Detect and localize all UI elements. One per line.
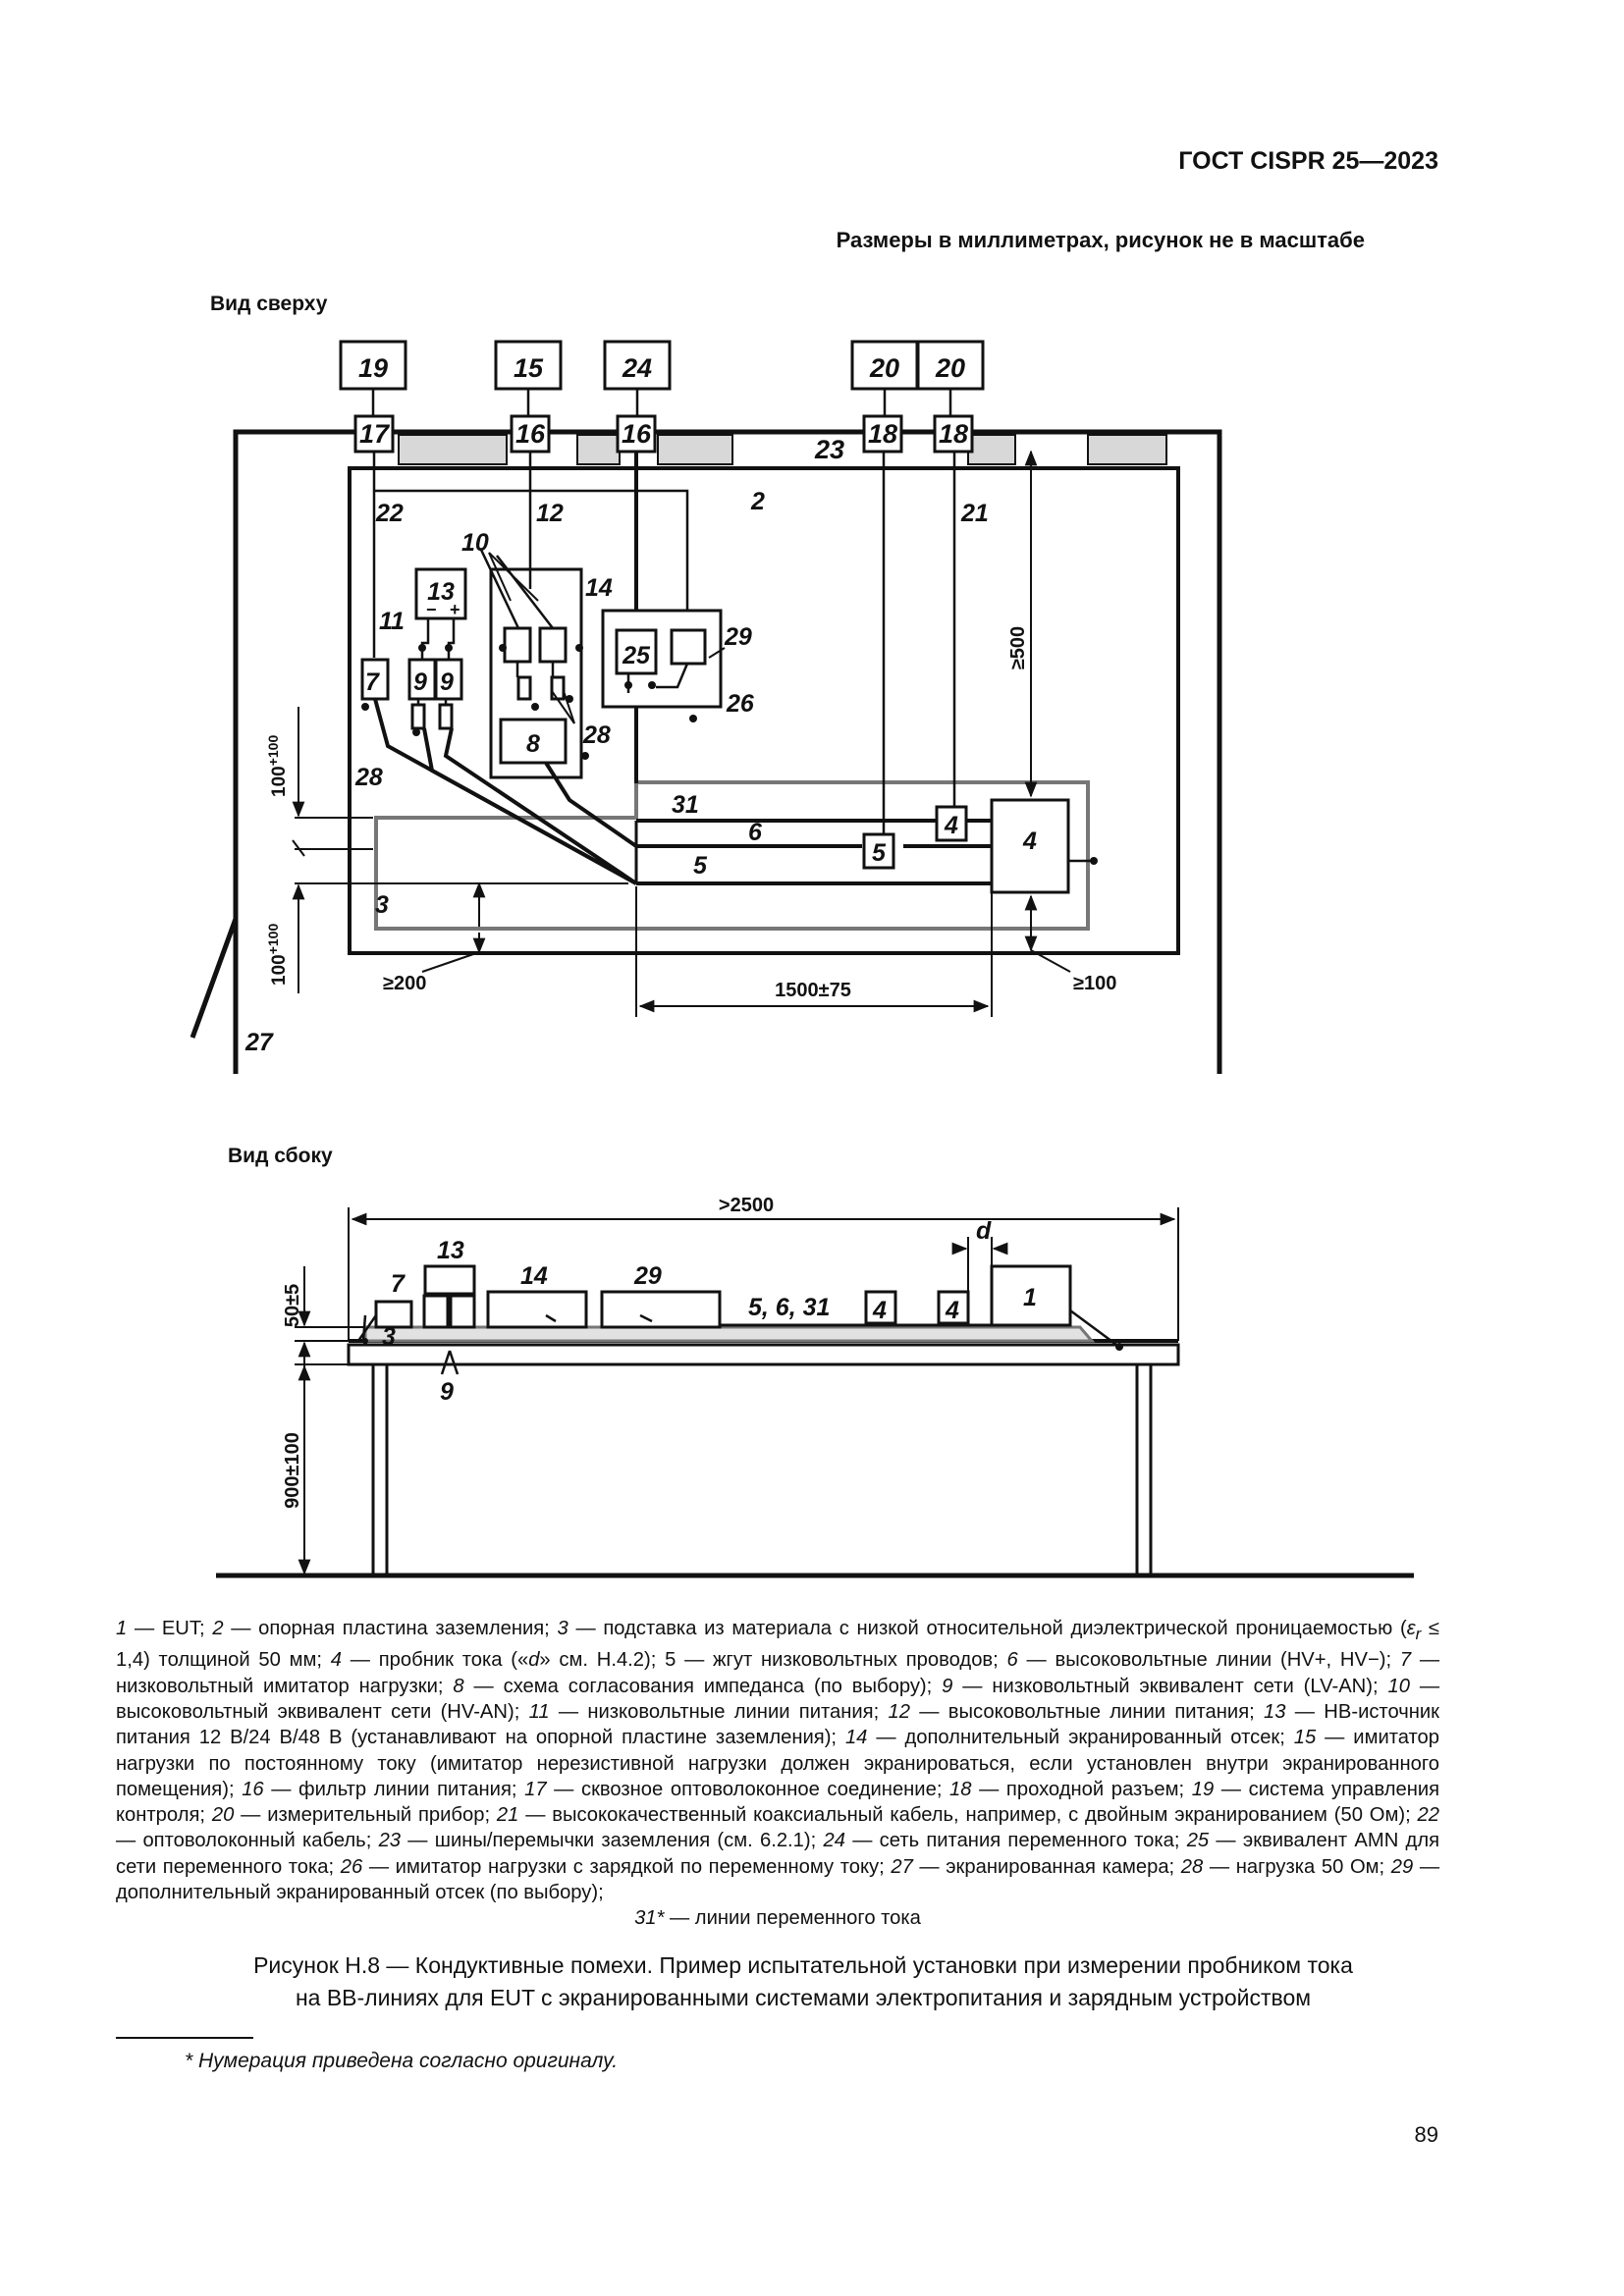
dim-100-bottom-base: 100 [269,954,290,986]
box-label-20b: 20 [935,353,966,383]
label-9a: 9 [413,668,427,696]
label-28a: 28 [355,764,383,791]
label-11: 11 [379,608,405,635]
box-label-19: 19 [357,353,389,383]
dim-d: d [976,1217,992,1245]
dim-100-right: ≥100 [1073,973,1117,994]
legend-body: 1 — EUT; 2 — опорная пластина заземления; 3 — подставка из материала с низкой относительной диэлектрической проницаемостью $(\varepsilon_r \le 1,4)$ толщиной 50 мм; 4 — пробник тока («d» см. H.4.2); 5 — жгут низковольтных проводов; 6 — высоковольтные линии (HV+, HV−); 7 — низковольтный имитатор нагрузки; 8 — схема согласования импеданса (по выбору); 9 — низковольтный эквивалент сети (LV-AN); 10 — высоковольтный эквивалент сети (HV-AN); 11 — низковольтные линии питания; 12 — высоковольтные линии питания; 13 — HB-источник питания 12 В/24 В/48 В (устанавливают на опорной пластине заземления); 14 — дополнительный экранированный отсек; 15 — имитатор нагрузки по постоянному току (имитатор нерезистивной нагрузки должен экранироваться, если установлен внутри экранированного помещения); 16 — фильтр линии питания; 17 — сквозное оптоволоконное соединение; 18 — проходной разъем; 19 — система управления контроля; 20 — измерительный прибор; 21 — высококачественный коаксиальный кабель, например, с двойным экранированием (50 Ом); 22 — оптоволоконный кабель; 23 — шины/перемычки заземления (см. 6.2.1); 24 — сеть питания переменного тока; 25 — эквивалент AMN для сети переменного тока; 26 — имитатор нагрузки с зарядкой по переменному току; 27 — экранированная камера; 28 — нагрузка 50 Ом; 29 — дополнительный экранированный отсек (по выбору); [116,1618,1440,1903]
label-8: 8 [526,730,540,758]
document-header: ГОСТ CISPR 25—2023 [1178,147,1438,175]
label-4a: 5 [872,839,886,867]
box-label-24: 24 [622,353,653,383]
label-3: 3 [375,891,389,919]
dim-100-top-base: 100 [269,766,290,797]
wall-label-17: 17 [358,419,390,449]
table-top [349,1345,1178,1364]
dim-200: ≥200 [383,973,427,994]
label-2: 2 [751,488,765,515]
side-label-4b: 4 [946,1297,959,1324]
label-14: 14 [585,574,613,602]
label-5: 5 [693,852,707,880]
side-label-13: 13 [437,1237,464,1264]
figure-legend [116,1616,1439,1932]
top-view-title: Вид сверху [210,293,328,315]
label-7: 7 [365,668,379,696]
side-label-7: 7 [391,1270,405,1298]
label-6: 6 [748,819,762,846]
side-label-14: 14 [520,1262,548,1290]
label-31: 31 [672,791,699,819]
label-1: 4 [1023,828,1037,855]
side-lv-an-9a [424,1296,448,1327]
label-4b: 4 [945,812,958,839]
legend-last-line: 31* — линии переменного тока [634,1907,921,1930]
label-21: 21 [961,500,989,527]
side-label-5-6-31: 5, 6, 31 [748,1294,831,1321]
psu-plus: + [450,600,460,619]
side-label-1: 1 [1023,1284,1037,1311]
table-leg-right [1137,1364,1151,1575]
side-label-9: 9 [440,1378,454,1406]
side-dielectric-support [365,1327,1092,1341]
dim-1500: 1500±75 [775,980,851,1001]
side-lv-an-9b [451,1296,474,1327]
dim-100-top-sup: +100 [265,734,281,767]
label-12: 12 [536,500,564,527]
dim-900: 900±100 [282,1432,303,1509]
label-27: 27 [245,1029,273,1056]
side-psu-13 [425,1266,474,1294]
table-leg-left [373,1364,387,1575]
dim-2500: >2500 [718,1195,775,1216]
footnote-rule [116,2037,253,2039]
side-compartment-29 [602,1292,720,1327]
wall-label-18a: 18 [867,419,898,449]
label-25: 25 [623,642,650,669]
page-number: 89 [1414,2122,1438,2147]
label-29: 29 [725,623,752,651]
scale-note: Размеры в миллиметрах, рисунок не в масштабе [836,228,1365,252]
side-view-title: Вид сбоку [228,1145,333,1167]
label-10: 10 [461,529,489,557]
side-label-29: 29 [634,1262,662,1290]
dim-50: 50±5 [282,1283,303,1328]
side-label-4a: 4 [873,1297,887,1324]
caption-line-2: на ВВ-линиях для EUT с экранированными системами электропитания и зарядным устройством [295,1985,1312,2010]
side-compartment-14 [488,1292,586,1327]
label-28b: 28 [583,721,611,749]
dim-100-bottom-sup: +100 [265,923,281,955]
wall-label-18b: 18 [938,419,969,449]
dim-500: ≥500 [1007,625,1029,670]
label-13: 13 [427,578,455,606]
box-label-15: 15 [513,353,544,383]
wall-label-23: 23 [814,435,845,464]
figure-caption [116,1949,1490,2014]
label-26: 26 [727,690,754,718]
caption-line-1: Рисунок H.8 — Кондуктивные помехи. Пример испытательной установки при измерении пробником тока [253,1952,1353,1978]
footnote: * Нумерация приведена согласно оригиналу. [185,2050,619,2072]
wall-label-16b: 16 [621,419,652,449]
side-label-3: 3 [382,1323,396,1351]
box-label-20a: 20 [869,353,900,383]
wall-label-16a: 16 [514,419,546,449]
psu-minus: − [426,600,437,619]
label-22: 22 [376,500,404,527]
label-9b: 9 [440,668,454,696]
